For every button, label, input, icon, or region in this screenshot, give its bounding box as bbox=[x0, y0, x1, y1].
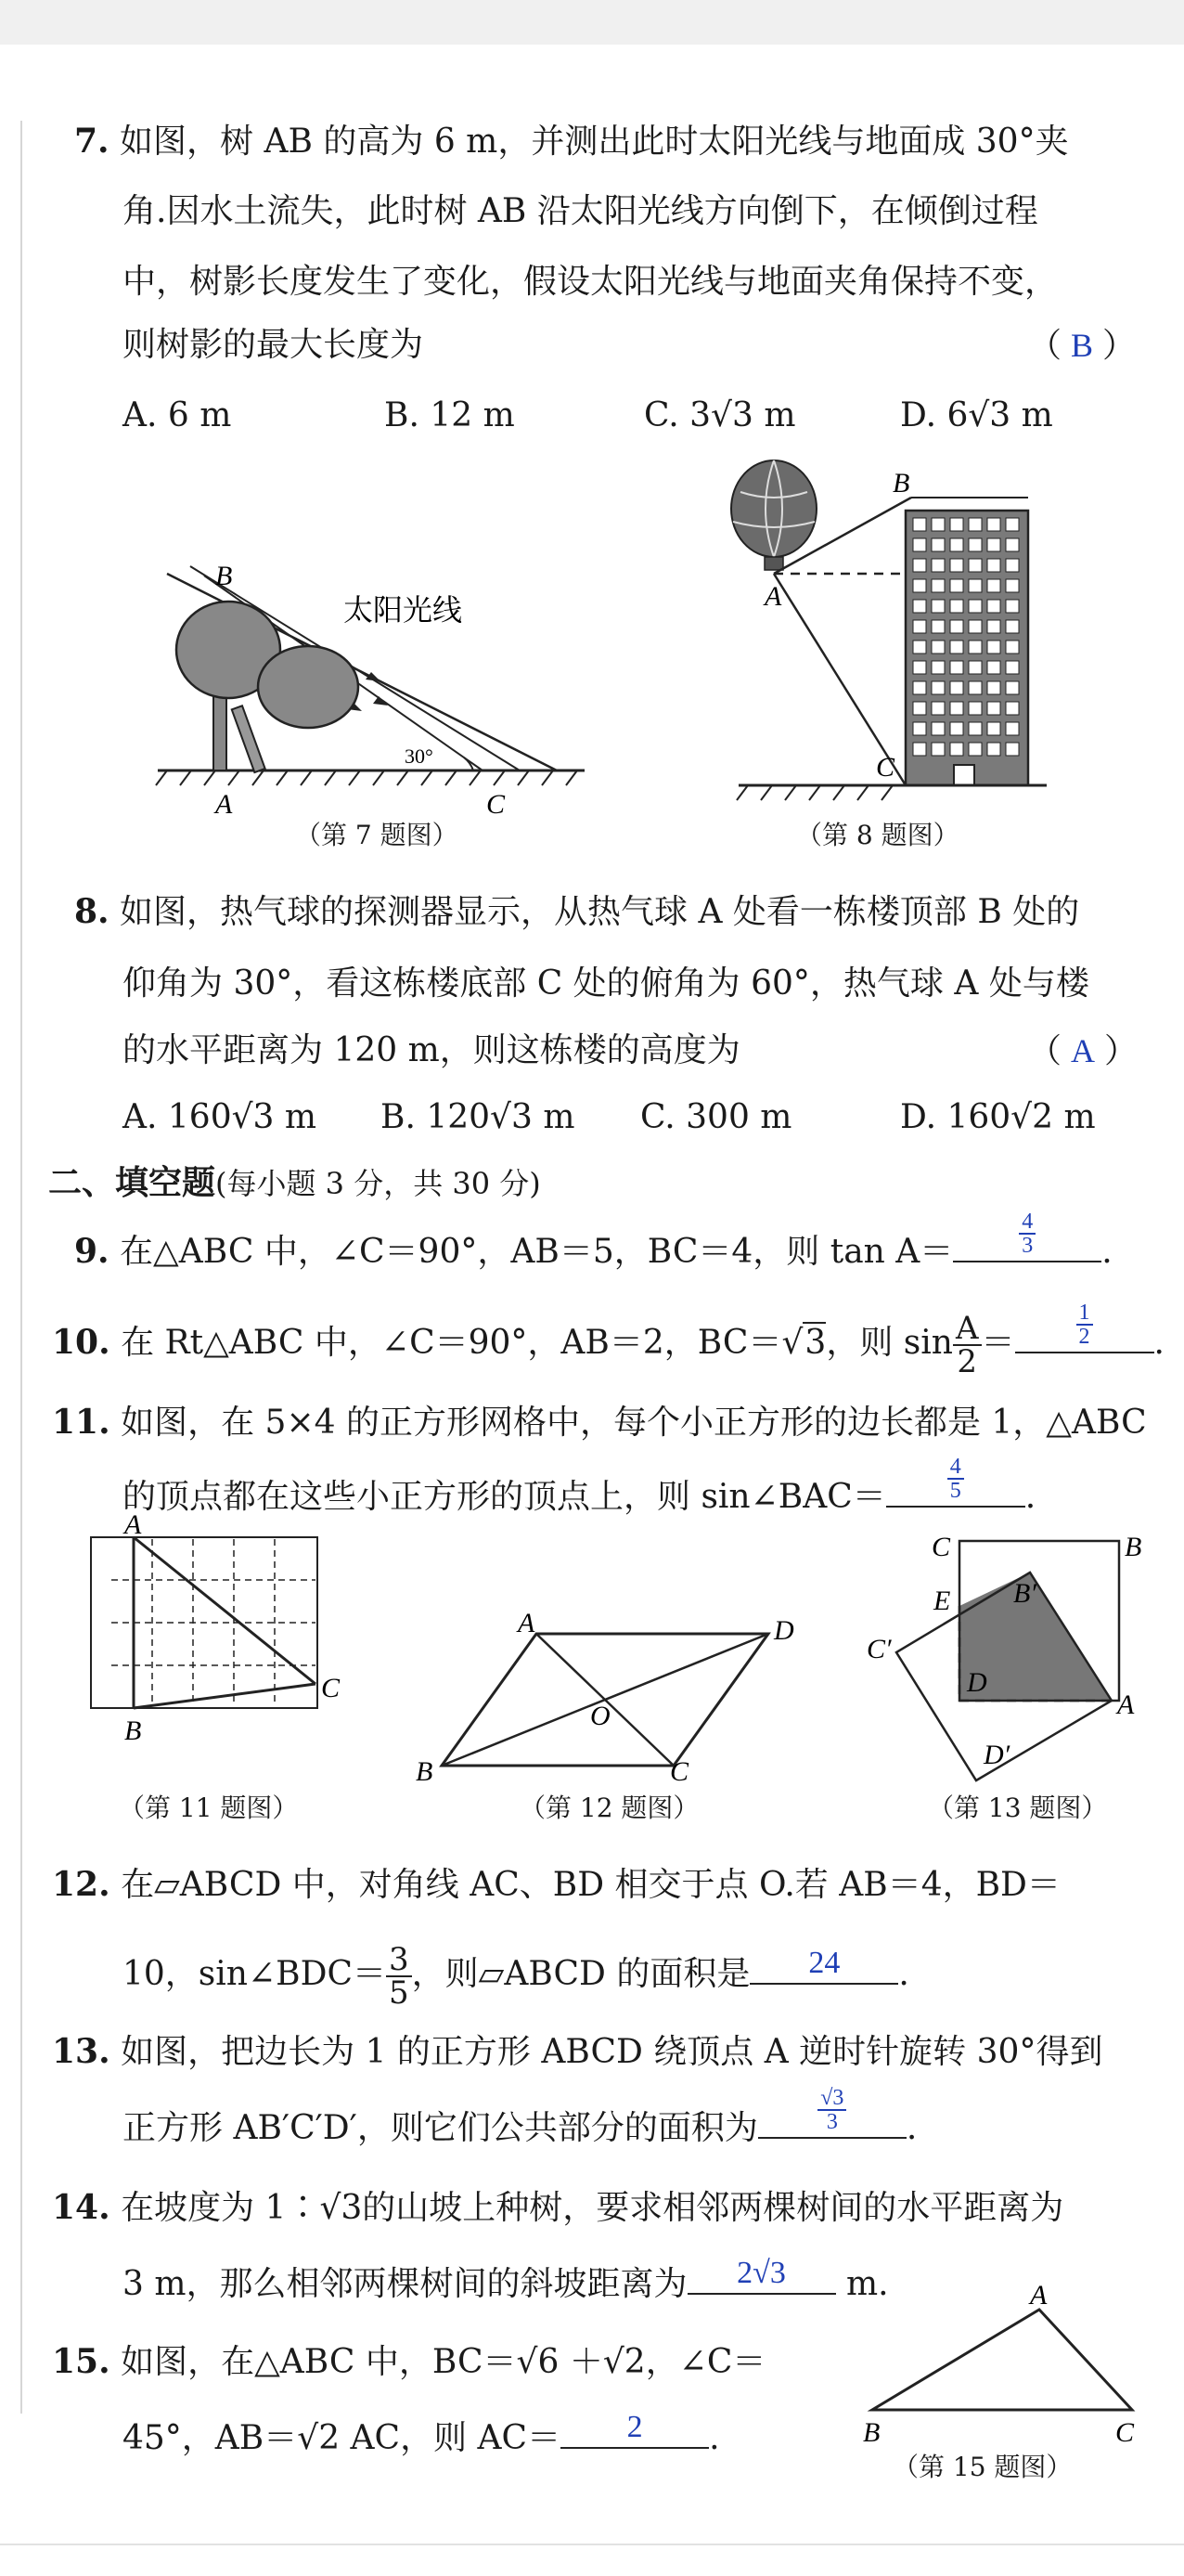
building-window bbox=[987, 620, 1000, 633]
q7-option-b: B. 12 m bbox=[384, 396, 515, 434]
building-window bbox=[913, 641, 926, 654]
q8-line3: 的水平距离为 120 m，则这栋楼的高度为 bbox=[122, 1031, 740, 1069]
building-window bbox=[913, 559, 926, 572]
q12-line1: 12. 在▱ABCD 中，对角线 AC、BD 相交于点 O.若 AB＝4，BD＝ bbox=[52, 1865, 1061, 1904]
building-window bbox=[950, 743, 963, 756]
building-window bbox=[987, 579, 1000, 592]
fig11-label-c: C bbox=[321, 1673, 341, 1703]
q14-line2: 3 m，那么相邻两棵树间的斜坡距离为 2√3 m. bbox=[122, 2256, 889, 2303]
fig13-label-a: A bbox=[1117, 1689, 1135, 1720]
q8-answer-bracket: （ A ） bbox=[1028, 1032, 1139, 1070]
fig13-label-d: D bbox=[967, 1667, 987, 1698]
fig7-caption: （第 7 题图） bbox=[295, 820, 458, 850]
q8-option-a: A. 160√3 m bbox=[122, 1098, 317, 1136]
q9-answer-blank[interactable]: $\frac{4}{3}$ bbox=[953, 1223, 1101, 1262]
fig12-label-o: O bbox=[590, 1701, 611, 1731]
building-window bbox=[950, 559, 963, 572]
building-window bbox=[913, 702, 926, 715]
building-window bbox=[932, 641, 945, 654]
q12-line2: 10，sin∠BDC＝ $\frac{3}{5}$ ，则▱ABCD 的面积是 24 . bbox=[122, 1941, 909, 2012]
fig13-label-c-prime: C′ bbox=[867, 1634, 892, 1664]
building-window bbox=[913, 681, 926, 694]
q7-line4: 则树影的最大长度为 bbox=[122, 326, 424, 364]
building-window bbox=[969, 559, 982, 572]
fig13-label-e: E bbox=[933, 1586, 951, 1616]
building-window bbox=[987, 641, 1000, 654]
building-window bbox=[1006, 620, 1019, 633]
fig7-sunlight-label: 太阳光线 bbox=[343, 592, 463, 628]
building-window bbox=[932, 620, 945, 633]
figure-11 bbox=[74, 1509, 371, 1780]
q11-line2: 的顶点都在这些小正方形的顶点上，则 sin∠BAC＝ $\frac{4}{5}$ . bbox=[122, 1455, 1036, 1516]
q8-option-b: B. 120√3 m bbox=[380, 1098, 575, 1136]
fig15-caption: （第 15 题图） bbox=[893, 2452, 1073, 2482]
q8-option-c: C. 300 m bbox=[640, 1098, 792, 1136]
fig8-label-c: C bbox=[876, 752, 895, 783]
building-window bbox=[950, 722, 963, 735]
q7-option-d: D. 6√3 m bbox=[900, 396, 1053, 434]
margin-rule bbox=[20, 121, 22, 2414]
building-window bbox=[1006, 681, 1019, 694]
q11-line1: 11. 如图，在 5×4 的正方形网格中，每个小正方形的边长都是 1，△ABC bbox=[52, 1403, 1147, 1442]
building-window bbox=[913, 722, 926, 735]
building-window bbox=[950, 641, 963, 654]
building-window bbox=[913, 538, 926, 551]
building-window bbox=[932, 743, 945, 756]
building-window bbox=[1006, 538, 1019, 551]
bottom-rule bbox=[0, 2544, 1184, 2545]
q7-line1: 7. 如图，树 AB 的高为 6 m，并测出此时太阳光线与地面成 30°夹 bbox=[74, 122, 1069, 161]
building-window bbox=[987, 600, 1000, 613]
building-window bbox=[987, 702, 1000, 715]
fig7-angle-label: 30° bbox=[405, 744, 433, 768]
building-window bbox=[913, 620, 926, 633]
q14-answer-blank[interactable]: 2√3 bbox=[688, 2256, 836, 2295]
top-band bbox=[0, 0, 1184, 45]
building-window bbox=[950, 681, 963, 694]
fig13-label-c: C bbox=[932, 1532, 951, 1562]
building-window bbox=[969, 702, 982, 715]
q8-option-d: D. 160√2 m bbox=[900, 1098, 1096, 1136]
building-window bbox=[932, 559, 945, 572]
building-window bbox=[969, 600, 982, 613]
figure-13 bbox=[863, 1532, 1160, 1792]
fig13-label-b-prime: B′ bbox=[1013, 1578, 1036, 1609]
building-window bbox=[987, 518, 1000, 531]
building-window bbox=[950, 518, 963, 531]
building-window bbox=[969, 579, 982, 592]
q7-option-c: C. 3√3 m bbox=[644, 396, 796, 434]
q13-line1: 13. 如图，把边长为 1 的正方形 ABCD 绕顶点 A 逆时针旋转 30°得到 bbox=[52, 2032, 1103, 2071]
q7-line2: 角.因水土流失，此时树 AB 沿太阳光线方向倒下，在倾倒过程 bbox=[122, 192, 1038, 230]
section-fill-blank-header: 二、填空题(每小题 3 分，共 30 分) bbox=[48, 1163, 541, 1202]
fig7-label-a: A bbox=[215, 789, 233, 820]
fig12-label-d: D bbox=[774, 1615, 794, 1646]
building-window bbox=[1006, 579, 1019, 592]
building-window bbox=[1006, 600, 1019, 613]
fig12-label-a: A bbox=[518, 1608, 535, 1638]
q7-line3: 中，树影长度发生了变化，假设太阳光线与地面夹角保持不变， bbox=[122, 263, 1059, 301]
fig7-label-b: B bbox=[215, 561, 233, 591]
building-window bbox=[987, 661, 1000, 674]
fig11-label-a: A bbox=[124, 1509, 142, 1540]
fig12-label-c: C bbox=[670, 1756, 689, 1787]
building-window bbox=[950, 702, 963, 715]
building-window bbox=[969, 620, 982, 633]
building-window bbox=[1006, 722, 1019, 735]
q12-answer-blank[interactable]: 24 bbox=[750, 1946, 898, 1985]
q7-option-a: A. 6 m bbox=[122, 396, 232, 434]
fig13-label-b: B bbox=[1125, 1532, 1142, 1562]
building-window bbox=[1006, 743, 1019, 756]
building-window bbox=[932, 661, 945, 674]
q13-answer-blank[interactable]: $\frac{√3}{3}$ bbox=[758, 2100, 907, 2139]
building-window bbox=[987, 743, 1000, 756]
building-window bbox=[1006, 559, 1019, 572]
q7-answer-bracket: （ B ） bbox=[1028, 327, 1137, 365]
building-window bbox=[950, 661, 963, 674]
fig12-label-b: B bbox=[416, 1756, 433, 1787]
fig12-caption: （第 12 题图） bbox=[520, 1793, 700, 1823]
building-window bbox=[1006, 702, 1019, 715]
fig7-label-c: C bbox=[486, 789, 506, 820]
q15-line1: 15. 如图，在△ABC 中，BC＝√6 ＋√2，∠C＝ bbox=[52, 2342, 766, 2381]
fig8-label-a: A bbox=[765, 581, 782, 612]
building-window bbox=[969, 661, 982, 674]
building-window bbox=[987, 538, 1000, 551]
q8-line1: 8. 如图，热气球的探测器显示，从热气球 A 处看一栋楼顶部 B 处的 bbox=[74, 892, 1080, 931]
building-window bbox=[950, 620, 963, 633]
q9-line: 9. 在△ABC 中，∠C＝90°，AB＝5，BC＝4，则 tan A＝ $\frac{4}{3}$ . bbox=[74, 1210, 1113, 1271]
q10-answer-blank[interactable]: $\frac{1}{2}$ bbox=[1015, 1314, 1154, 1353]
building-window bbox=[950, 538, 963, 551]
building-window bbox=[987, 559, 1000, 572]
building-window bbox=[1006, 661, 1019, 674]
building-window bbox=[969, 722, 982, 735]
building-window bbox=[932, 579, 945, 592]
building-window bbox=[987, 681, 1000, 694]
fig8-label-b: B bbox=[893, 468, 910, 498]
building-window bbox=[932, 600, 945, 613]
building-window bbox=[950, 600, 963, 613]
fig15-label-a: A bbox=[1030, 2280, 1048, 2311]
building-window bbox=[1006, 641, 1019, 654]
building-window bbox=[987, 722, 1000, 735]
building-window bbox=[913, 600, 926, 613]
building-window bbox=[969, 743, 982, 756]
q14-line1: 14. 在坡度为 1∶√3的山坡上种树，要求相邻两棵树间的水平距离为 bbox=[52, 2188, 1064, 2227]
q15-answer-blank[interactable]: 2 bbox=[560, 2410, 709, 2449]
building-window bbox=[913, 743, 926, 756]
building-window bbox=[932, 722, 945, 735]
building-window bbox=[932, 518, 945, 531]
building-window bbox=[913, 661, 926, 674]
fig13-caption: （第 13 题图） bbox=[928, 1793, 1108, 1823]
building-window bbox=[913, 579, 926, 592]
figure-7 bbox=[148, 548, 585, 826]
fig15-label-b: B bbox=[863, 2417, 881, 2448]
building-window bbox=[969, 518, 982, 531]
building-window bbox=[969, 538, 982, 551]
figure-15 bbox=[854, 2280, 1151, 2451]
q13-line2: 正方形 AB′C′D′，则它们公共部分的面积为 $\frac{√3}{3}$ . bbox=[122, 2086, 918, 2147]
building-window bbox=[950, 579, 963, 592]
fig15-label-c: C bbox=[1115, 2417, 1135, 2448]
building-window bbox=[913, 518, 926, 531]
q11-answer-blank[interactable]: $\frac{4}{5}$ bbox=[886, 1469, 1025, 1508]
building-window bbox=[932, 702, 945, 715]
q10-line: 10. 在 Rt△ABC 中，∠C＝90°，AB＝2，BC＝√3，则 sin $\frac{A}{2}$ ＝ $\frac{1}{2}$ . bbox=[52, 1301, 1165, 1380]
building-window bbox=[932, 538, 945, 551]
q8-line2: 仰角为 30°，看这栋楼底部 C 处的俯角为 60°，热气球 A 处与楼 bbox=[122, 964, 1089, 1003]
q15-line2: 45°，AB＝√2 AC，则 AC＝ 2 . bbox=[122, 2410, 720, 2457]
building-window bbox=[932, 681, 945, 694]
fig8-caption: （第 8 题图） bbox=[796, 820, 959, 850]
figure-12 bbox=[408, 1608, 817, 1787]
building-window bbox=[969, 681, 982, 694]
fig11-caption: （第 11 题图） bbox=[119, 1793, 299, 1823]
fig13-label-d-prime: D′ bbox=[984, 1740, 1010, 1770]
building-window bbox=[1006, 518, 1019, 531]
building-window bbox=[969, 641, 982, 654]
figure-8 bbox=[720, 455, 1054, 808]
fig11-label-b: B bbox=[124, 1715, 142, 1746]
